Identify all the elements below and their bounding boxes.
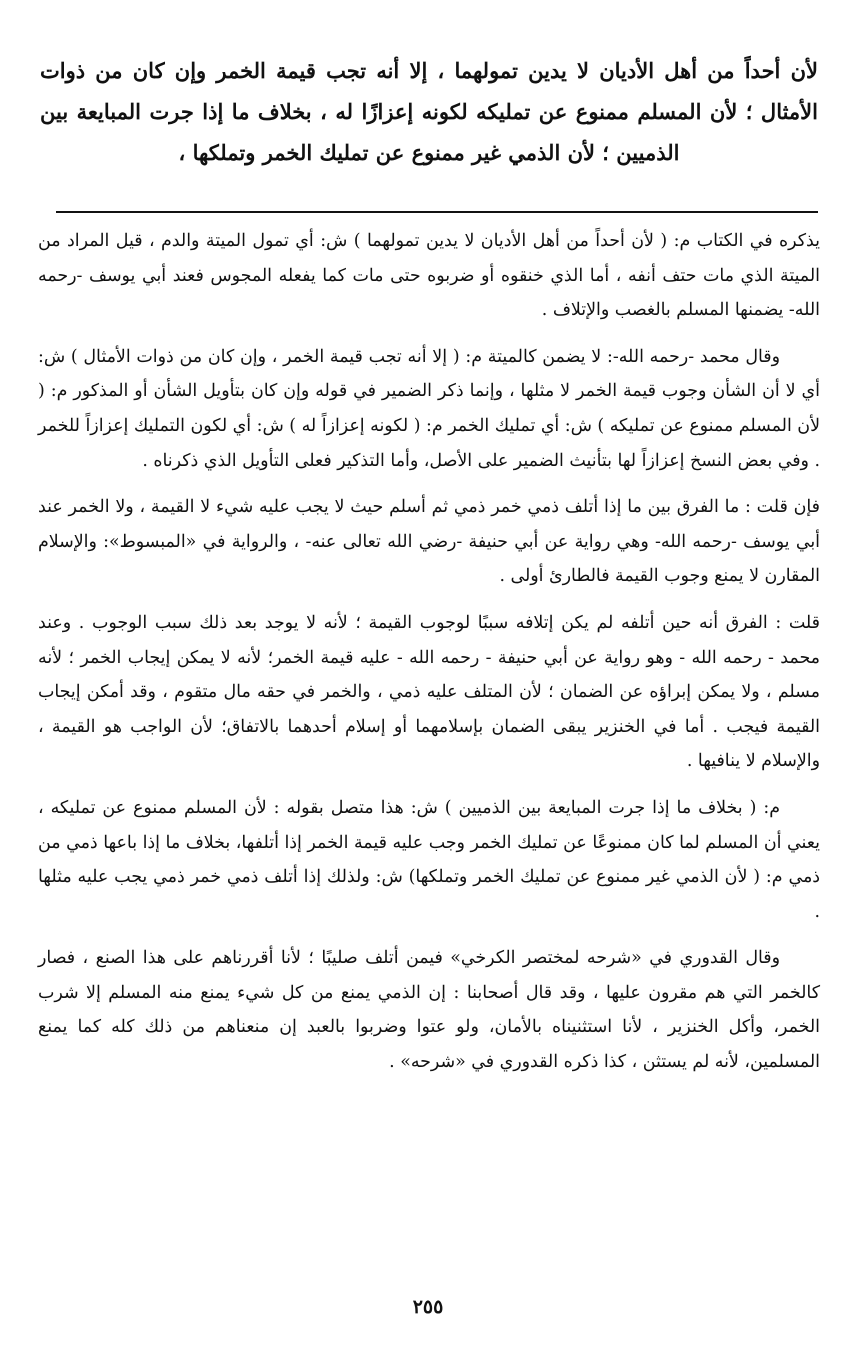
separator-rule [56,211,818,213]
commentary-paragraph: فإن قلت : ما الفرق بين ما إذا أتلف ذمي خمر ذمي ثم أسلم حيث لا يجب عليه شيء لا القيمة ، ولا الخمر عند أبي يوسف -رحمه الله- وهي رواية عن أبي حنيفة -رضي الله تعالى عنه- ، والرواية في «المبسوط»: والإسلام المقارن لا يمنع وجوب القيمة فالطارئ أولى . [38,497,820,587]
commentary-paragraph: يذكره في الكتاب م: ( لأن أحداً من أهل الأديان لا يدين تمولهما ) ش: أي تمول الميتة والدم ، قيل المراد من الميتة الذي مات حتف أنفه ، أما الذي خنقوه أو ضربوه حتى مات كما يفعله المجوس فعند أبي يوسف -رحمه الله- يضمنها المسلم بالغصب والإتلاف . [38,231,820,321]
page-number: ٢٥٥ [412,1296,444,1318]
commentary-section [38,224,820,1092]
commentary-paragraph: م: ( بخلاف ما إذا جرت المبايعة بين الذميين ) ش: هذا متصل بقوله : لأن المسلم ممنوع عن تمليكه ، يعني أن المسلم لما كان ممنوعًا عن تمليك الخمر وجب عليه قيمة الخمر إذا أتلفها، بخلاف ما إذا باعها ذمي من ذمي م: ( لأن الذمي غير ممنوع عن تمليك الخمر وتملكها) ش: ولذلك إذا أتلف ذمي خمر ذمي يجب عليه مثلها . [38,797,820,922]
commentary-paragraph: وقال محمد -رحمه الله-: لا يضمن كالميتة م: ( إلا أنه تجب قيمة الخمر ، وإن كان من ذوات الأمثال ) ش: أي لا أن الشأن وجوب قيمة الخمر لا مثلها ، وإنما ذكر الضمير في قوله وإن كان بتأويل الشأن أو المذكور م: ( لأن المسلم ممنوع عن تمليكه ) ش: أي تمليك الخمر م: ( لكونه إعزازاً له ) ش: أي لكون التمليك إعزازاً للخمر . وفي بعض النسخ إعزازاً لها بتأنيث الضمير على الأصل، وأما التذكير فعلى التأويل الذي ذكرناه . [38,346,820,471]
commentary-paragraph: وقال القدوري في «شرحه لمختصر الكرخي» فيمن أتلف صليبًا ؛ لأنا أقررناهم على هذا الصنع ، فصار كالخمر التي هم مقرون عليها ، وقد قال أصحابنا : إن الذمي يمنع من كل شيء يمنع منه المسلم إلا شرب الخمر، وأكل الخنزير ، لأنا استثنيناه بالأمان، ولو عتوا وضربوا بالعبد إن منعناهم من ذلك كله كما يمنع المسلمين، لأنه لم يستثن ، كذا ذكره القدوري في «شرحه» . [38,948,820,1073]
commentary-paragraph: قلت : الفرق أنه حين أتلفه لم يكن إتلافه سببًا لوجوب القيمة ؛ لأنه لا يوجد بعد ذلك سبب الوجوب . وعند محمد - رحمه الله - وهو رواية عن أبي حنيفة - رحمه الله - عليه قيمة الخمر؛ لأنه لا يمكن إيجاب الخمر ؛ لأنه مسلم ، ولا يمكن إبراؤه عن الضمان ؛ لأن المتلف عليه ذمي ، والخمر في حقه مال متقوم ، وقد أمكن إيجاب القيمة فيجب . أما في الخنزير يبقى الضمان بإسلامهما أو إسلام أحدهما بالاتفاق؛ لأن الواجب هو القيمة ، والإسلام لا ينافيها . [38,612,820,772]
main-text-block: لأن أحداً من أهل الأديان لا يدين تمولهما ، إلا أنه تجب قيمة الخمر وإن كان من ذوات الأمثال ؛ لأن المسلم ممنوع عن تمليكه لكونه إعزازًا له ، بخلاف ما إذا جرت المبايعة بين الذميين ؛ لأن الذمي غير ممنوع عن تمليك الخمر وتملكها ، [40,58,818,165]
